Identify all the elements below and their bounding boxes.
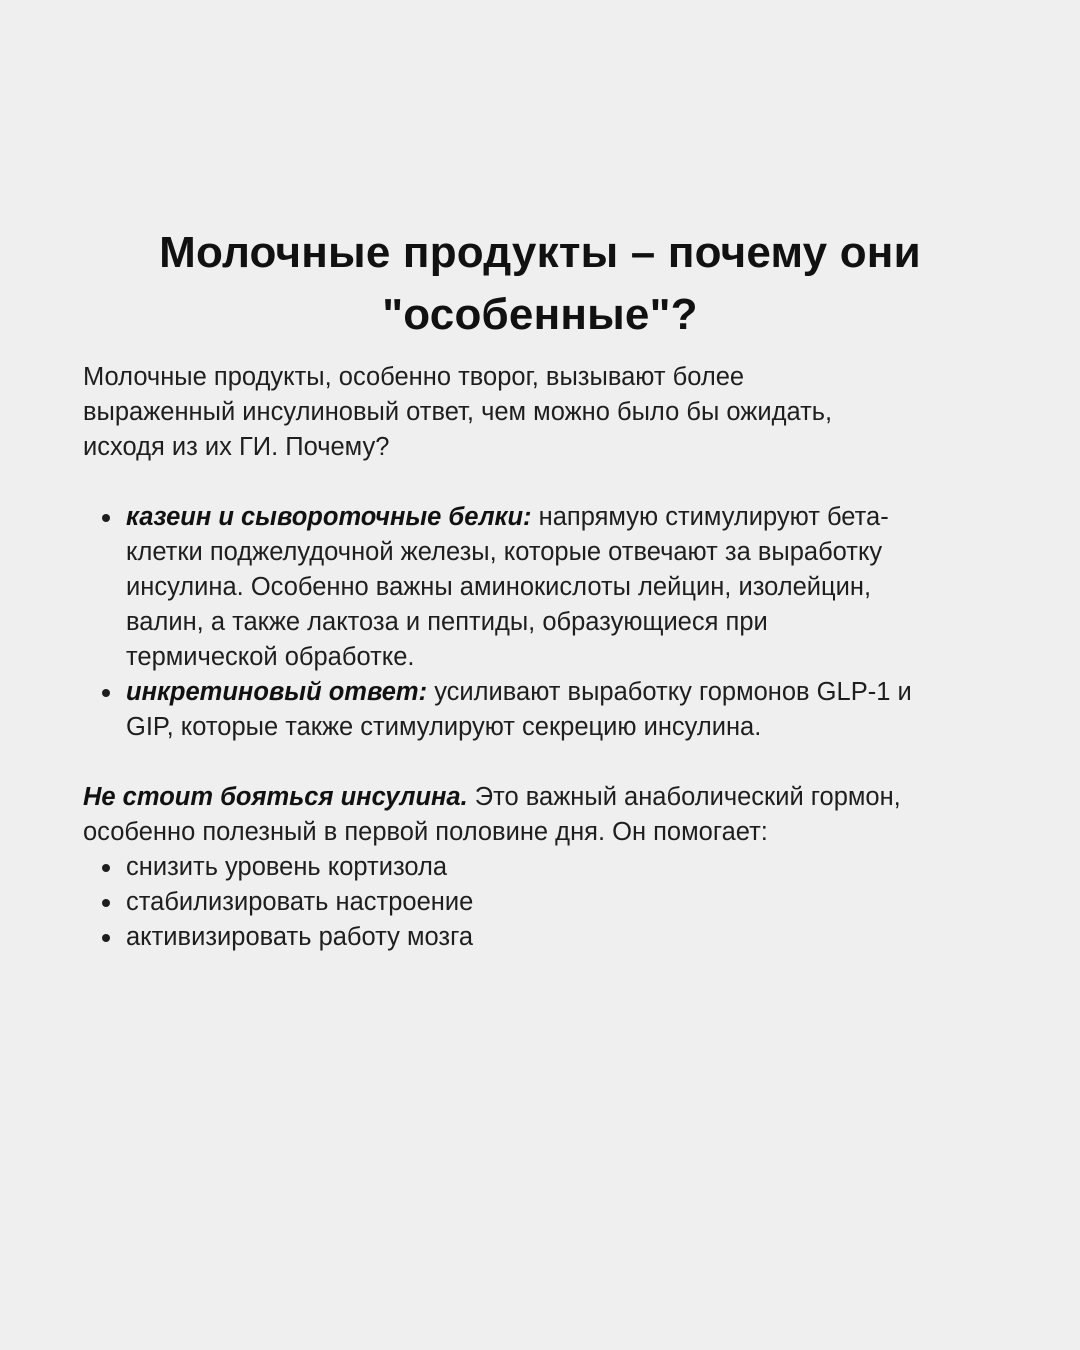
intro-line-2: выраженный инсулиновый ответ, чем можно было бы ожидать,	[83, 398, 833, 426]
intro-line-3: исходя из их ГИ. Почему?	[83, 433, 390, 461]
conclusion-paragraph	[83, 780, 1003, 850]
article-body	[83, 360, 1003, 955]
list-item-line	[126, 500, 1003, 535]
list-item-line	[126, 675, 1003, 710]
conclusion-text: Это важный анаболический гормон,	[467, 783, 901, 811]
bullet-dot-icon	[102, 864, 110, 872]
list-item-line: GIP, которые также стимулируют секрецию инсулина.	[126, 713, 762, 741]
conclusion-term: Не стоит бояться инсулина.	[83, 783, 468, 811]
list-item-text: снизить уровень кортизола	[126, 853, 448, 881]
list-item-text: усиливают выработку гормонов GLP-1 и	[427, 678, 912, 706]
list-item-line: клетки поджелудочной железы, которые отвечают за выработку	[126, 538, 883, 566]
list-item-benefit	[83, 850, 1003, 885]
intro-line-1: Молочные продукты, особенно творог, вызывают более	[83, 363, 745, 391]
list-item-line: инсулина. Особенно важны аминокислоты лейцин, изолейцин,	[126, 573, 872, 601]
title-line-1: Молочные продукты – почему они	[159, 228, 921, 277]
list-item-text: напрямую стимулируют бета-	[531, 503, 889, 531]
list-item-text: активизировать работу мозга	[126, 923, 474, 951]
list-item-benefit	[83, 920, 1003, 955]
list-item-text: стабилизировать настроение	[126, 888, 474, 916]
list-item-line: валин, а также лактоза и пептиды, образующиеся при	[126, 608, 768, 636]
title-line-2: "особенные"?	[382, 290, 698, 339]
spacer	[83, 745, 1003, 780]
bullet-dot-icon	[102, 899, 110, 907]
list-item-term: казеин и сывороточные белки:	[126, 503, 532, 531]
bullet-dot-icon	[102, 934, 110, 942]
conclusion-line-1	[83, 780, 1003, 815]
bullet-dot-icon	[102, 689, 110, 697]
list-item-line: термической обработке.	[126, 643, 415, 671]
conclusion-line-2: особенно полезный в первой половине дня. Он помогает:	[83, 818, 768, 846]
page-title	[60, 222, 1020, 346]
benefits-list	[83, 850, 1003, 955]
bullet-dot-icon	[102, 514, 110, 522]
list-item-incretin	[83, 675, 1003, 745]
spacer	[83, 465, 1003, 500]
list-item-casein	[83, 500, 1003, 675]
reasons-list	[83, 500, 1003, 745]
list-item-term: инкретиновый ответ:	[126, 678, 428, 706]
list-item-benefit	[83, 885, 1003, 920]
intro-paragraph	[83, 360, 1003, 465]
